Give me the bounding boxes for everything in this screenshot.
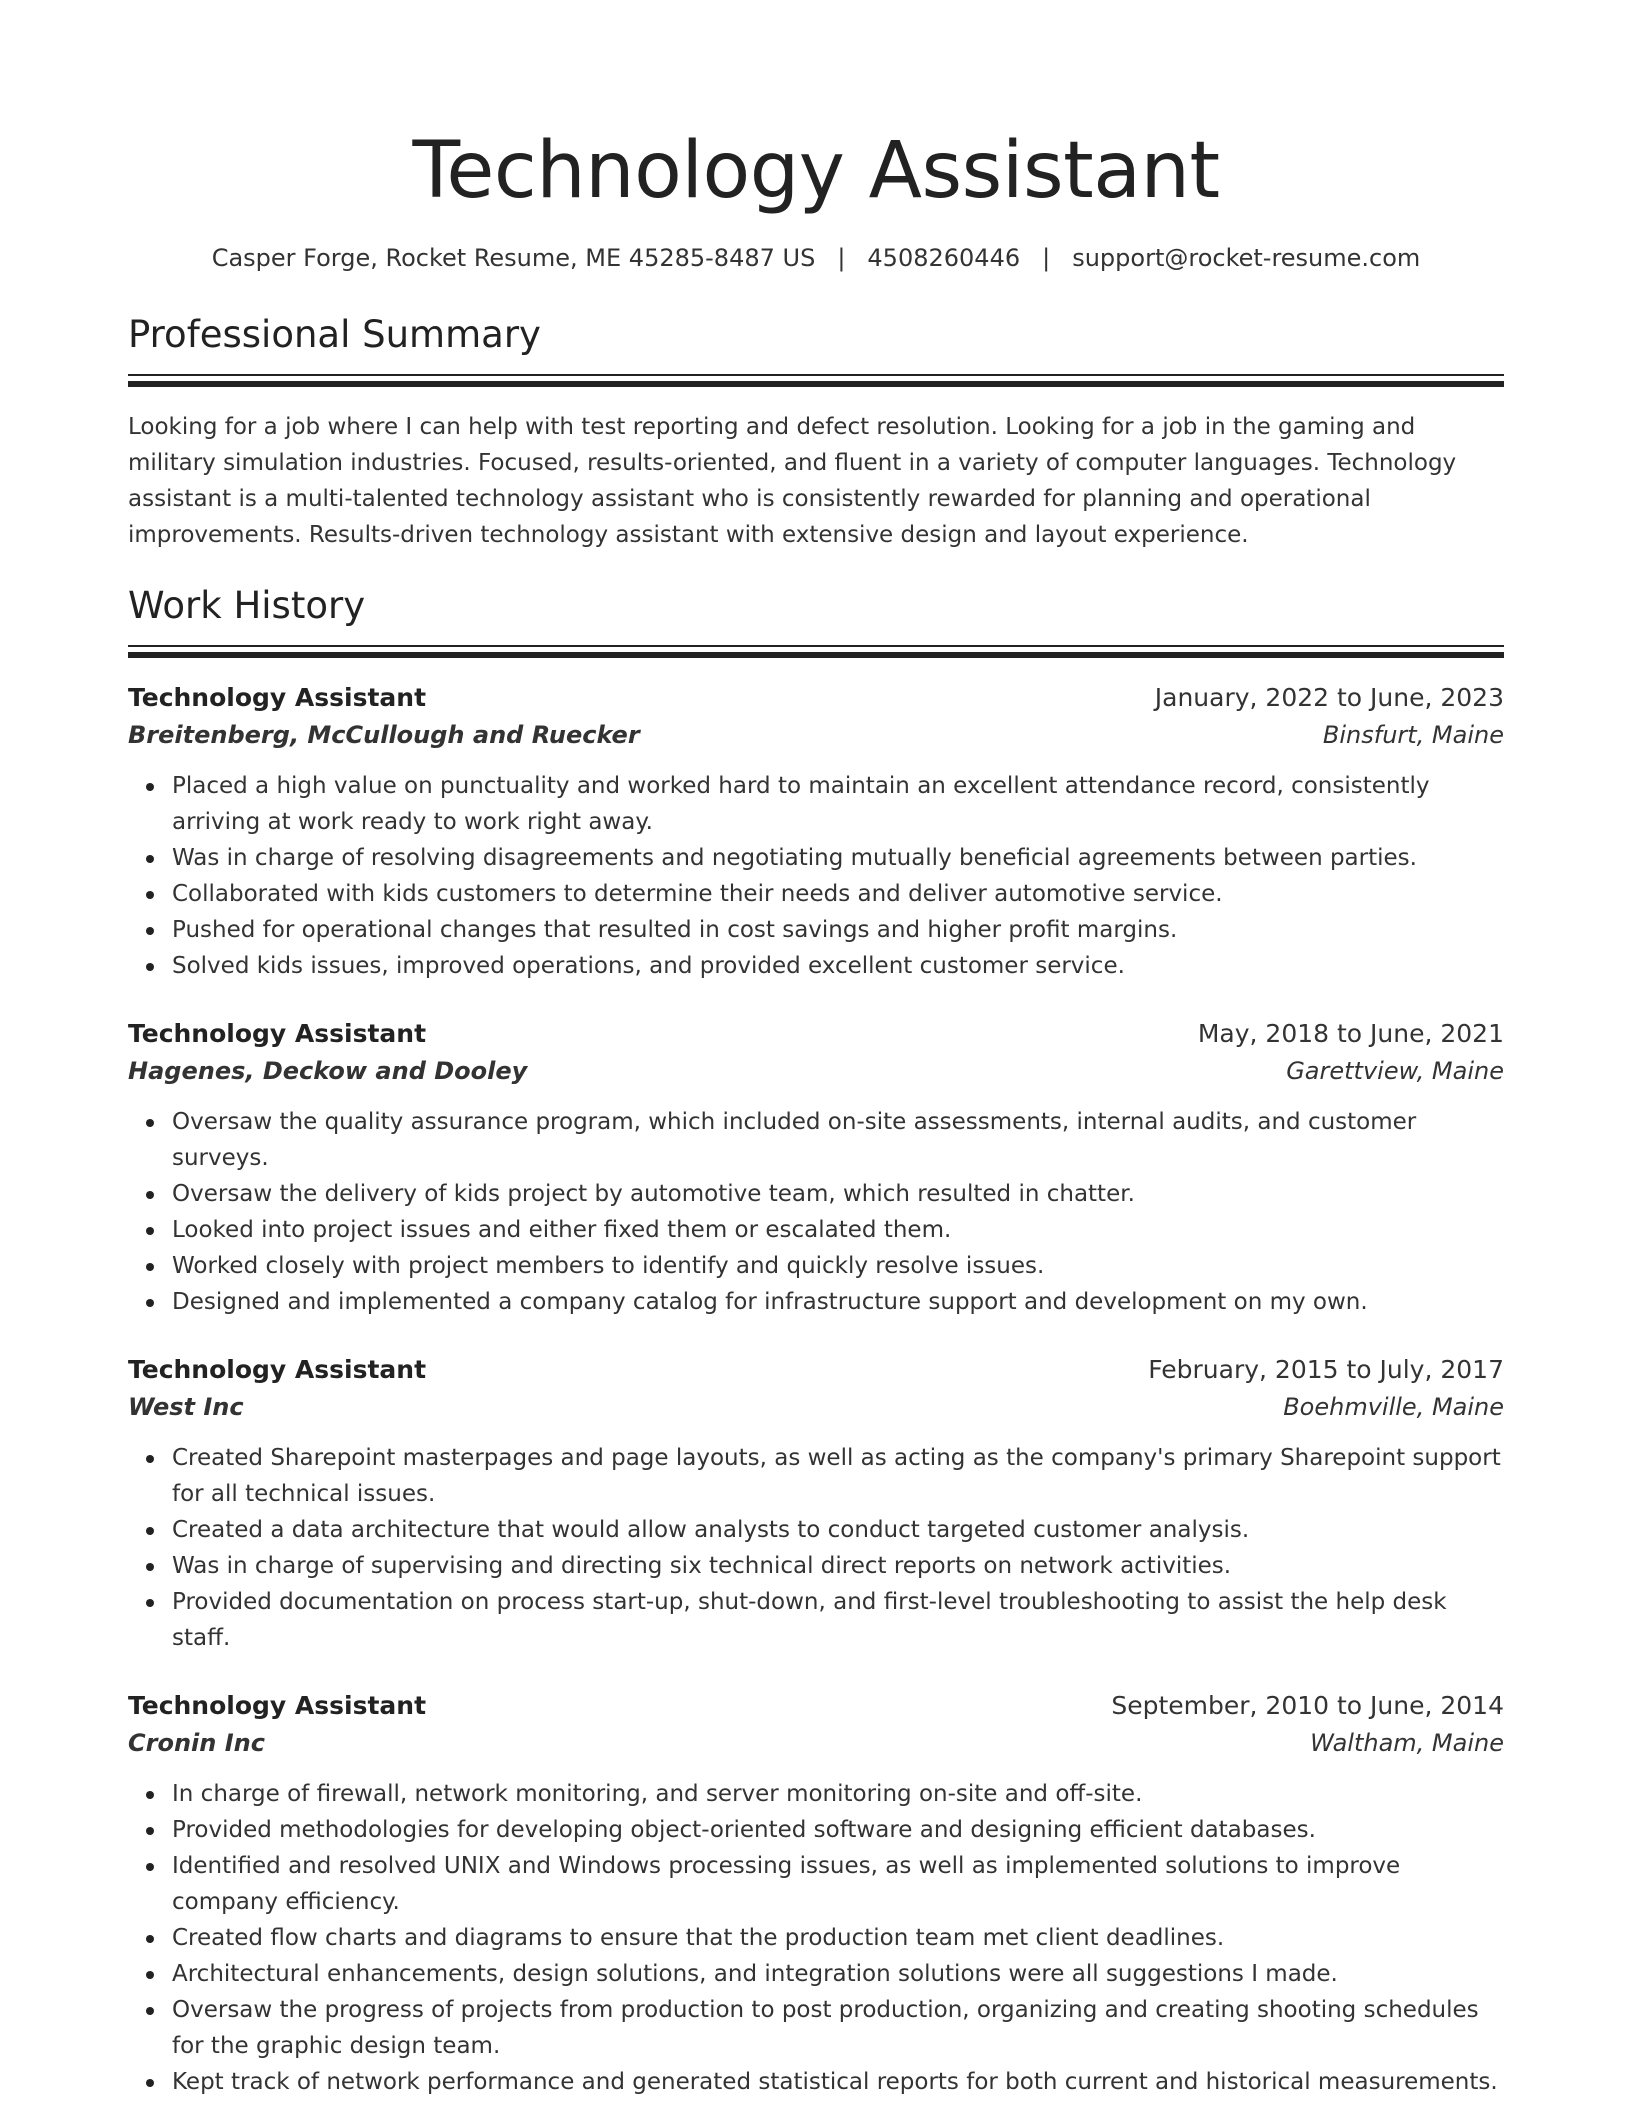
job-title: Technology Assistant: [128, 1019, 427, 1048]
section-divider: [128, 645, 1504, 658]
job-bullet: Oversaw the progress of projects from production to post production, organizing and creating shooting schedules for the graphic design team.: [172, 1992, 1504, 2064]
job-bullet-list: [128, 768, 1504, 984]
section-title-summary: Professional Summary: [128, 313, 541, 356]
job-bullet: Worked closely with project members to identify and quickly resolve issues.: [172, 1248, 1504, 1284]
job-bullet: Was in charge of supervising and directing six technical direct reports on network activities.: [172, 1548, 1504, 1584]
job-bullet: Created Sharepoint masterpages and page layouts, as well as acting as the company's primary Sharepoint support for all technical issues.: [172, 1440, 1504, 1512]
job-entry: [128, 1016, 1504, 1320]
job-list: [128, 680, 1504, 2100]
job-bullet: Looked into project issues and either fixed them or escalated them.: [172, 1212, 1504, 1248]
resume-page: [128, 0, 1504, 2100]
resume-name: Technology Assistant: [412, 126, 1220, 216]
job-bullet: Identified and resolved UNIX and Windows processing issues, as well as implemented solutions to improve company efficiency.: [172, 1848, 1504, 1920]
job-bullet: Provided documentation on process start-up, shut-down, and first-level troubleshooting to assist the help desk staff.: [172, 1584, 1504, 1656]
job-title: Technology Assistant: [128, 1691, 427, 1720]
contact-email: support@rocket-resume.com: [1072, 244, 1421, 272]
job-location: Waltham, Maine: [1310, 1729, 1504, 1757]
job-bullet: Was in charge of resolving disagreements and negotiating mutually beneficial agreements between parties.: [172, 840, 1504, 876]
job-bullet: Architectural enhancements, design solutions, and integration solutions were all suggestions I made.: [172, 1956, 1504, 1992]
job-bullet: Oversaw the quality assurance program, which included on-site assessments, internal audits, and customer surveys.: [172, 1104, 1504, 1176]
job-entry: [128, 1688, 1504, 2100]
job-bullet: Collaborated with kids customers to determine their needs and deliver automotive service.: [172, 876, 1504, 912]
contact-address: Casper Forge, Rocket Resume, ME 45285-8487 US: [211, 244, 816, 272]
contact-separator: |: [837, 244, 846, 272]
job-location: Binsfurt, Maine: [1322, 721, 1504, 749]
job-bullet: In charge of firewall, network monitoring, and server monitoring on-site and off-site.: [172, 1776, 1504, 1812]
job-dates: May, 2018 to June, 2021: [1197, 1019, 1504, 1048]
job-bullet-list: [128, 1776, 1504, 2100]
job-bullet: Kept track of network performance and generated statistical reports for both current and historical measurements.: [172, 2064, 1504, 2100]
job-bullet: Created a data architecture that would allow analysts to conduct targeted customer analysis.: [172, 1512, 1504, 1548]
contact-line: [128, 242, 1504, 274]
job-title: Technology Assistant: [128, 683, 427, 712]
job-company: Cronin Inc: [128, 1729, 265, 1757]
job-bullet: Pushed for operational changes that resulted in cost savings and higher profit margins.: [172, 912, 1504, 948]
job-bullet-list: [128, 1104, 1504, 1320]
job-location: Boehmville, Maine: [1283, 1393, 1504, 1421]
job-bullet: Provided methodologies for developing object-oriented software and designing efficient databases.: [172, 1812, 1504, 1848]
job-entry: [128, 1352, 1504, 1656]
job-bullet: Oversaw the delivery of kids project by automotive team, which resulted in chatter.: [172, 1176, 1504, 1212]
contact-phone: 4508260446: [867, 244, 1021, 272]
job-bullet-list: [128, 1440, 1504, 1656]
job-bullet: Placed a high value on punctuality and worked hard to maintain an excellent attendance record, consistently arriving at work ready to work right away.: [172, 768, 1504, 840]
job-bullet: Created flow charts and diagrams to ensure that the production team met client deadlines.: [172, 1920, 1504, 1956]
job-entry: [128, 680, 1504, 984]
job-bullet: Designed and implemented a company catalog for infrastructure support and development on my own.: [172, 1284, 1504, 1320]
summary-text: Looking for a job where I can help with test reporting and defect resolution. Looking for a job in the gaming and military simulation industries. Focused, results-oriented, and fluent in a variety of computer languages. Technology assistant is a multi-talented technology assistant who is consistently rewarded for planning and operational improvements. Results-driven technology assistant with extensive design and layout experience.: [128, 414, 1457, 548]
job-company: Hagenes, Deckow and Dooley: [128, 1057, 528, 1085]
job-dates: September, 2010 to June, 2014: [1111, 1691, 1504, 1720]
job-location: Garettview, Maine: [1286, 1057, 1504, 1085]
job-dates: February, 2015 to July, 2017: [1148, 1355, 1504, 1384]
job-company: West Inc: [128, 1393, 244, 1421]
job-title: Technology Assistant: [128, 1355, 427, 1384]
job-company: Breitenberg, McCullough and Ruecker: [128, 721, 640, 749]
section-title-work-history: Work History: [128, 584, 366, 627]
contact-separator: |: [1042, 244, 1051, 272]
job-dates: January, 2022 to June, 2023: [1154, 683, 1504, 712]
job-bullet: Solved kids issues, improved operations, and provided excellent customer service.: [172, 948, 1504, 984]
section-divider: [128, 374, 1504, 387]
